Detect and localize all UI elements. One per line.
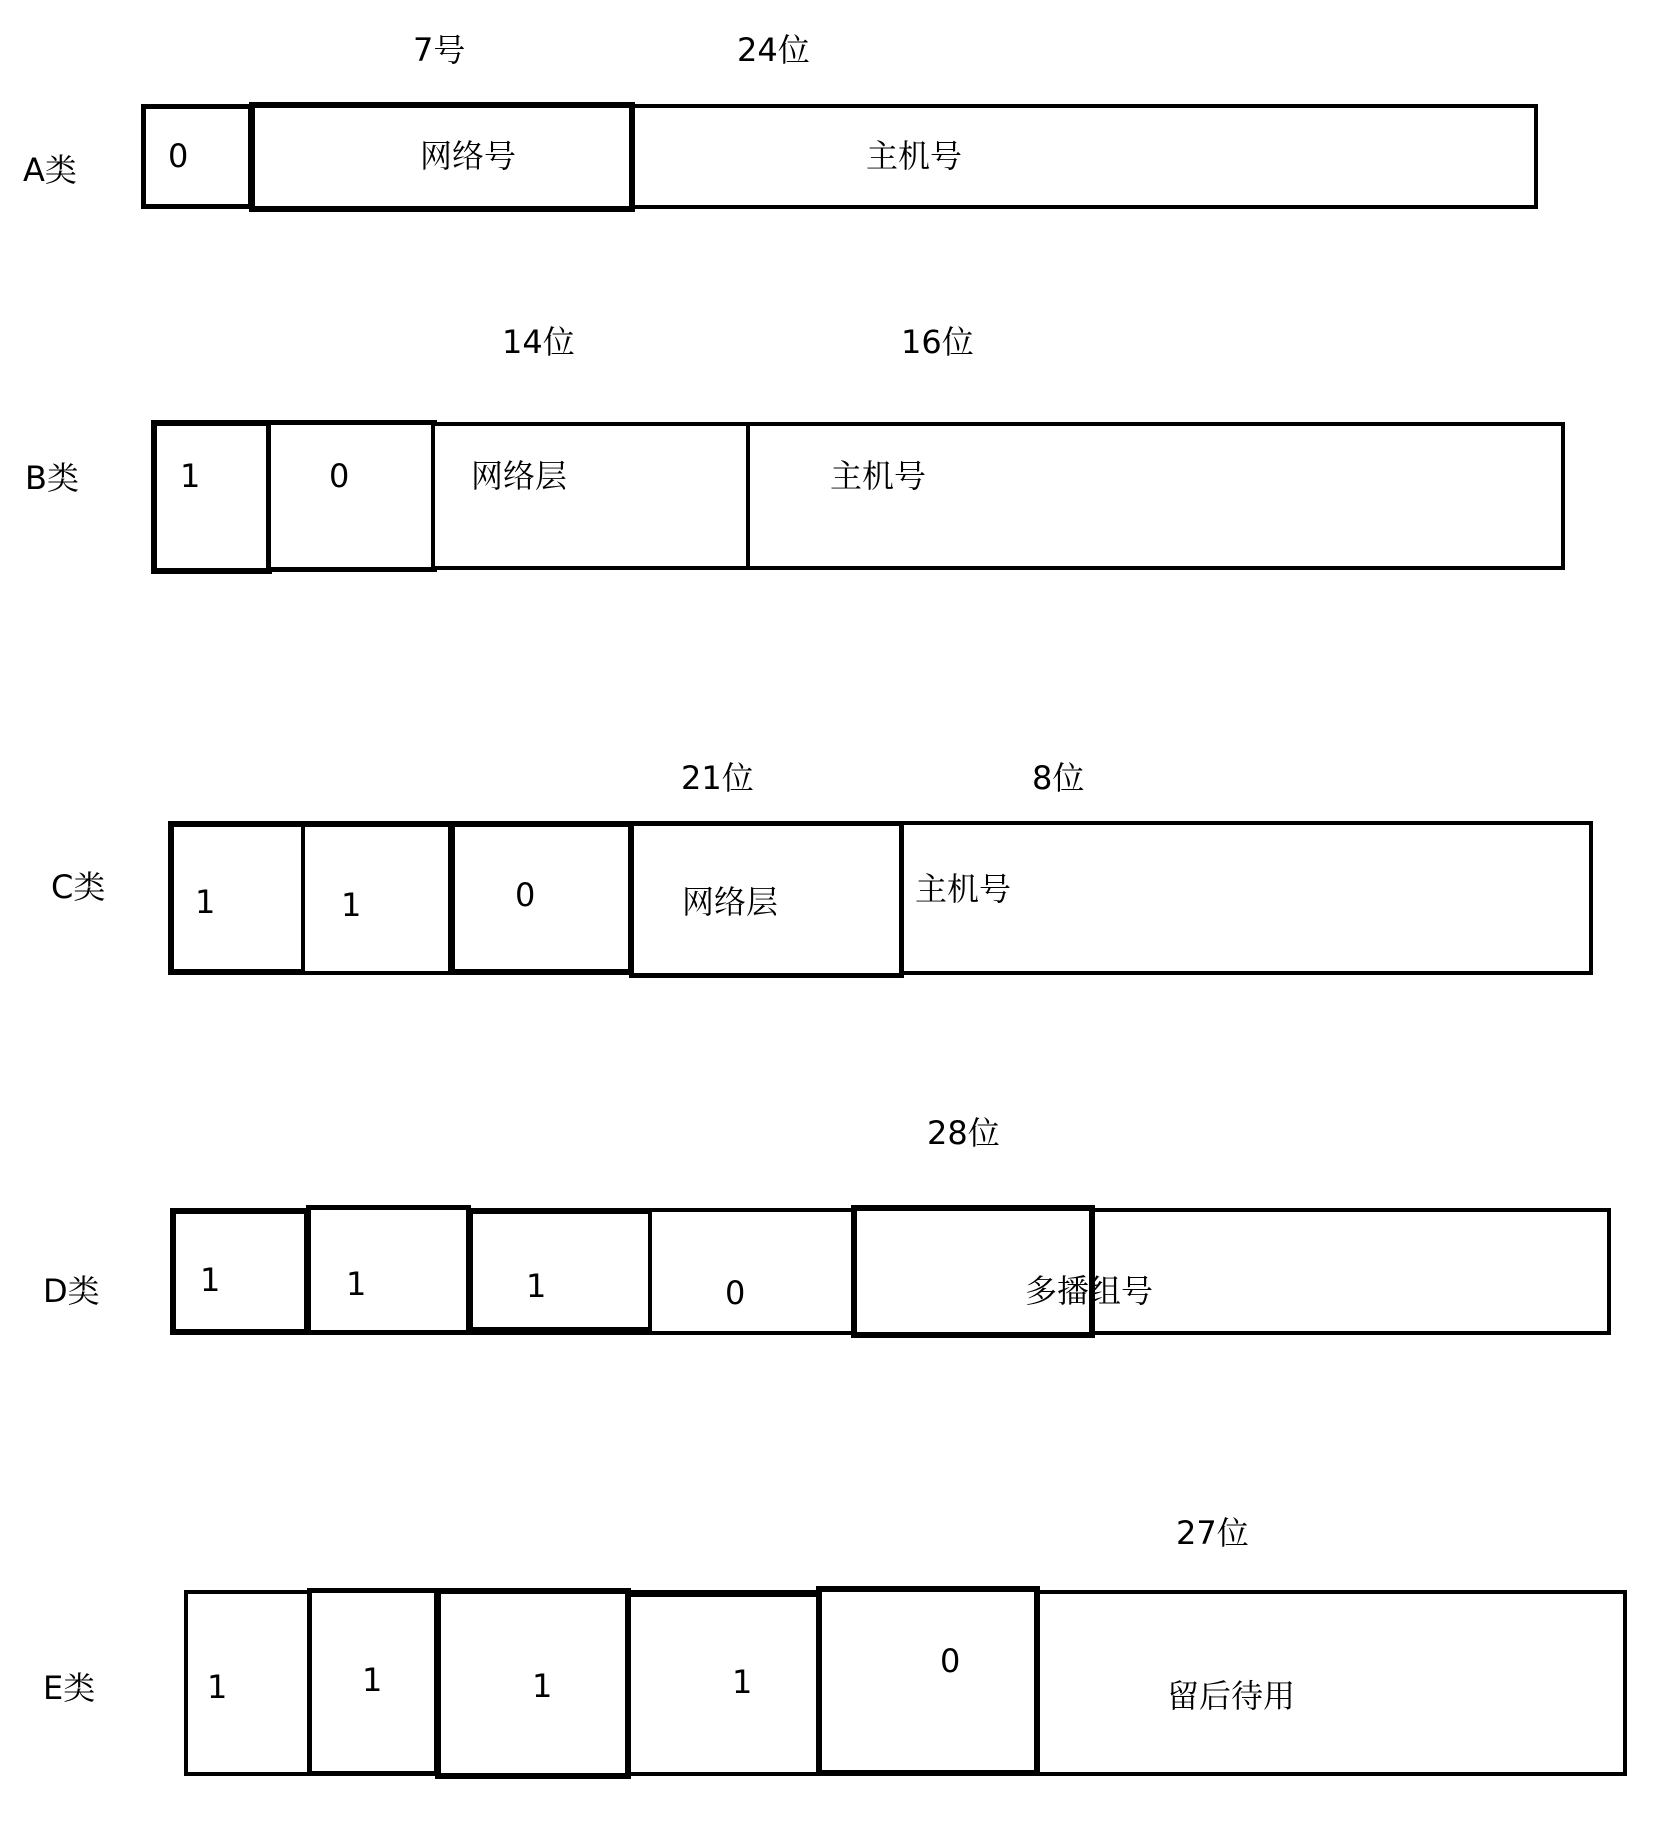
class-d-group-bits-label: 28位 (927, 1114, 1000, 1152)
class-e-reserved-field-label: 留后待用 (1167, 1677, 1296, 1715)
class-e-bit-3-value: 1 (532, 1667, 553, 1705)
class-c-network-bits-label: 21位 (681, 759, 754, 797)
class-d-bit-1-cell (170, 1208, 310, 1335)
class-b-bit-2-cell (266, 420, 437, 572)
class-a-leading-bit-cell (141, 104, 253, 209)
class-e-bit-5-value: 0 (940, 1642, 961, 1680)
class-e-reserved-bits-label: 27位 (1176, 1514, 1249, 1552)
class-e-bit-5-cell (816, 1586, 1040, 1776)
class-d-bit-3-value: 1 (526, 1267, 547, 1305)
class-d-group-field-label: 多播组号 (1025, 1272, 1154, 1310)
class-b-label: B类 (25, 459, 79, 497)
class-c-network-field-label: 网络层 (682, 883, 779, 921)
class-b-bit-1-value: 1 (180, 457, 201, 495)
class-c-bit-3-cell (449, 821, 634, 975)
class-b-bit-1-cell (151, 420, 272, 574)
class-a-host-field-label: 主机号 (866, 137, 963, 175)
class-e-bit-4-value: 1 (732, 1663, 753, 1701)
class-a-network-field-label: 网络号 (420, 137, 517, 175)
class-c-label: C类 (51, 868, 106, 906)
class-d-bit-4-cell (648, 1208, 856, 1335)
class-b-network-bits-label: 14位 (502, 323, 575, 361)
class-e-bit-1-cell (184, 1590, 312, 1776)
class-c-bit-2-value: 1 (341, 886, 362, 924)
class-e-label: E类 (43, 1669, 96, 1707)
class-b-host-bits-label: 16位 (901, 323, 974, 361)
class-d-bit-2-cell (306, 1205, 471, 1335)
class-e-bit-2-value: 1 (362, 1661, 383, 1699)
class-b-host-field-label: 主机号 (830, 457, 927, 495)
class-c-bit-3-value: 0 (515, 876, 536, 914)
class-e-bit-1-value: 1 (207, 1668, 228, 1706)
class-a-bit-1-value: 0 (168, 137, 189, 175)
class-b-bit-2-value: 0 (329, 457, 350, 495)
class-a-network-bits-label: 7号 (413, 31, 466, 69)
class-d-bit-3-cell (469, 1210, 652, 1331)
class-d-bit-1-value: 1 (200, 1261, 221, 1299)
class-a-label: A类 (23, 151, 77, 189)
class-c-bit-1-cell (168, 821, 307, 975)
class-b-network-field (431, 422, 750, 570)
class-e-bit-4-cell (627, 1593, 821, 1776)
class-c-bit-2-cell (301, 823, 452, 975)
class-c-bit-1-value: 1 (195, 883, 216, 921)
class-d-bit-2-value: 1 (346, 1265, 367, 1303)
class-b-network-field-label: 网络层 (471, 457, 568, 495)
class-d-label: D类 (43, 1272, 100, 1310)
class-d-bit-4-value: 0 (725, 1274, 746, 1312)
class-a-host-bits-label: 24位 (737, 31, 810, 69)
class-c-host-bits-label: 8位 (1032, 759, 1085, 797)
class-c-host-field-label: 主机号 (915, 870, 1012, 908)
